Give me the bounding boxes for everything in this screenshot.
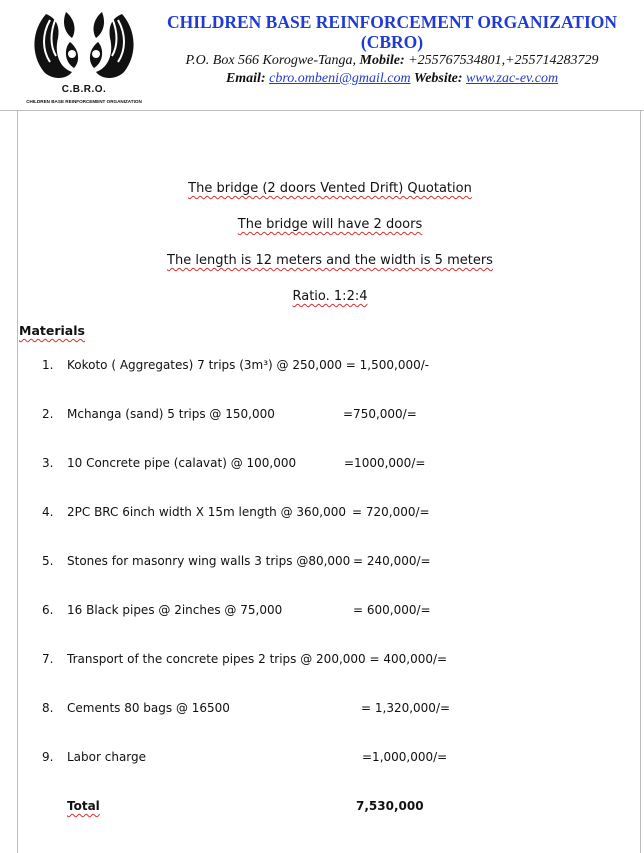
total-amount: 7,530,000 <box>356 799 424 813</box>
item-description: Mchanga (sand) 5 trips @ 150,000 <box>67 407 275 421</box>
item-number: 3. <box>42 456 54 470</box>
list-item <box>0 358 644 376</box>
item-number: 5. <box>42 554 54 568</box>
list-item <box>0 456 644 474</box>
item-number: 9. <box>42 750 54 764</box>
list-item <box>0 750 644 768</box>
materials-heading: Materials <box>19 323 85 338</box>
total-label: Total <box>67 799 100 813</box>
item-number: 2. <box>42 407 54 421</box>
mobile-label: Mobile: <box>359 53 405 68</box>
item-amount: = 240,000/= <box>353 554 431 568</box>
email-label: Email: <box>225 71 266 86</box>
list-item <box>0 554 644 572</box>
quotation-title: The bridge (2 doors Vented Drift) Quotation <box>188 181 472 196</box>
organization-name: CHILDREN BASE REINFORCEMENT ORGANIZATION <box>166 12 618 32</box>
item-amount: = 1,320,000/= <box>361 701 451 715</box>
postal-address: P.O. Box 566 Korogwe-Tanga, <box>185 53 357 68</box>
item-description: Transport of the concrete pipes 2 trips @ 200,000 = 400,000/= <box>67 652 448 666</box>
website-label: Website: <box>413 71 463 86</box>
doors-statement: The bridge will have 2 doors <box>237 217 423 232</box>
organization-abbreviation: (CBRO) <box>360 32 424 52</box>
item-description: Stones for masonry wing walls 3 trips @80,000 <box>67 554 351 568</box>
contact-line <box>152 70 632 88</box>
email-link[interactable]: cbro.ombeni@gmail.com <box>269 71 411 86</box>
item-number: 6. <box>42 603 54 617</box>
mobile-numbers: +255767534801,+255714283729 <box>408 53 599 68</box>
list-item <box>0 701 644 719</box>
item-number: 1. <box>42 358 54 372</box>
list-item <box>0 603 644 621</box>
item-description: Labor charge <box>67 750 147 764</box>
item-amount: = 600,000/= <box>353 603 431 617</box>
address-line <box>152 52 632 70</box>
hands-emblem-icon <box>26 8 142 84</box>
item-number: 7. <box>42 652 54 666</box>
item-amount: =750,000/= <box>343 407 417 421</box>
item-description: 10 Concrete pipe (calavat) @ 100,000 <box>67 456 297 470</box>
item-amount: =1000,000/= <box>344 456 426 470</box>
website-link[interactable]: www.zac-ev.com <box>466 71 559 86</box>
list-item <box>0 505 644 523</box>
item-number: 4. <box>42 505 54 519</box>
item-description: Kokoto ( Aggregates) 7 trips (3m³) @ 250,000 = 1,500,000/- <box>67 358 430 372</box>
header-divider <box>0 110 644 111</box>
item-amount: =1,000,000/= <box>362 750 448 764</box>
logo-abbreviation: C.B.R.O. <box>61 84 107 95</box>
list-item <box>0 652 644 670</box>
item-amount: = 720,000/= <box>352 505 430 519</box>
letterhead <box>0 0 644 110</box>
organization-logo <box>22 8 146 108</box>
item-description: 2PC BRC 6inch width X 15m length @ 360,000 <box>67 505 347 519</box>
item-description: Cements 80 bags @ 16500 <box>67 701 230 715</box>
list-item <box>0 407 644 425</box>
item-description: 16 Black pipes @ 2inches @ 75,000 <box>67 603 283 617</box>
mix-ratio: Ratio. 1:2:4 <box>292 289 368 304</box>
logo-subtitle: CHILDREN BASE REINFORCEMENT ORGANIZATION <box>26 99 142 104</box>
item-number: 8. <box>42 701 54 715</box>
total-row <box>0 799 644 817</box>
organization-details <box>152 12 632 88</box>
dimensions-statement: The length is 12 meters and the width is 5 meters <box>167 253 493 268</box>
